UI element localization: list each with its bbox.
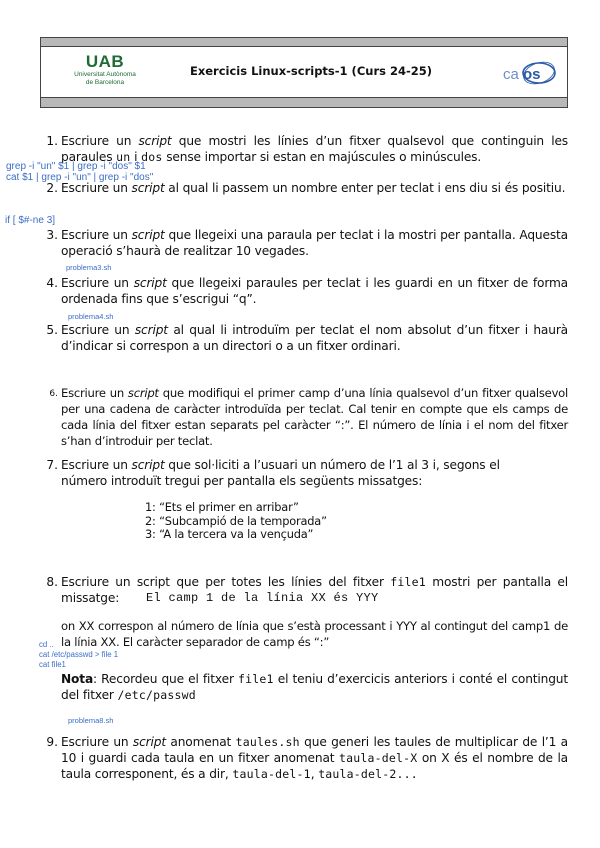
exercise-2-text: Escriure un script al qual li passem un nombre enter per teclat i ens diu si és positiu.: [61, 181, 566, 195]
uab-logo: [55, 53, 155, 87]
uab-logo-sub1: Universitat Autònoma: [74, 71, 136, 78]
exercise-3-text: Escriure un script que llegeixi una paraula per teclat i la mostri per pantalla. Aquesta operació s’haurà de realitzar 10 vegades.: [61, 228, 569, 258]
document-header: [40, 47, 568, 97]
annotation-grep-2: cat $1 | grep -i "un" | grep -i "dos": [6, 172, 154, 183]
exercise-8-explanation: on XX correspon al número de línia que s’està processant i YYY al contingut del camp1 de la línia XX. El caràcter separador de camp és “:”: [61, 619, 568, 649]
annotation-cat-passwd: cat /etc/passwd > file 1: [39, 650, 119, 659]
annotation-cd: cd ..: [39, 640, 54, 649]
item-number: 4.: [46, 276, 58, 290]
annotation-grep-1: grep -i "un" $1 | grep -i "dos" $1: [6, 161, 146, 172]
exercise-5-text: Escriure un script al qual li introduïm per teclat el nom absolut d’un fitxer i haurà d’indicar si correspon a un directori o a un fitxer ordinari.: [61, 323, 568, 353]
exercise-7-text: Escriure un script que sol·liciti a l’usuari un número de l’1 al 3 i, segons el número introduït tregui per pantalla els següents missatges:: [61, 458, 500, 488]
exercise-8-text: Escriure un script que per totes les línies del fitxer file1 mostri per pantalla el missatge:: [61, 575, 568, 605]
item-number: 9.: [46, 735, 58, 749]
item-number: 7.: [46, 458, 58, 472]
exercise-4-text: Escriure un script que llegeixi paraules per teclat i les guardi en un fitxer de forma ordenada fins que s’escrigui “q”.: [61, 276, 569, 306]
item-number: 2.: [46, 181, 58, 195]
svg-text:os: os: [523, 66, 541, 83]
annotation-cat-file1: cat file1: [39, 660, 66, 669]
item-number: 3.: [46, 228, 58, 242]
annotation-problema8: problema8.sh: [68, 716, 114, 725]
exercise-6-text: Escriure un script que modifiqui el primer camp d’una línia qualsevol d’un fitxer qualsevol per una cadena de caràcter introduïda per teclat. Cal tenir en compte que els camps de cada línia del fitxer estan separats pel caràcter “:”. El número de línia i el nom del fitxer s’han d’introduir per teclat.: [61, 386, 568, 448]
exercise-9-text: Escriure un script anomenat taules.sh que generi les taules de multiplicar de l’1 a 10 i guardi cada taula en un fitxer anomenat taula-del-X on X és el nombre de la taula corresponent, és a dir, taula-del-1, taula-del-2...: [61, 735, 568, 781]
item-number: 5.: [46, 323, 58, 337]
annotation-problema3: problema3.sh: [66, 263, 112, 272]
item-number: 8.: [46, 575, 58, 589]
header-top-band: [40, 37, 568, 47]
annotation-if: if [ $#-ne 3]: [5, 215, 56, 226]
annotation-problema4: problema4.sh: [68, 312, 114, 321]
uab-logo-name: UAB: [85, 52, 125, 71]
item-number: 6.: [49, 389, 58, 399]
header-bottom-band: [40, 97, 568, 108]
exercise-1-text: Escriure un script que mostri les línies d’un fitxer qualsevol que continguin les paraules un i dos sense importar si estan en majúscules o minúscules.: [61, 134, 568, 164]
exercise-8-message: El camp 1 de la línia XX és YYY: [146, 591, 379, 605]
caos-logo: [501, 59, 557, 87]
svg-text:ca: ca: [503, 66, 519, 83]
message-3: 3: “A la tercera va la vençuda”: [145, 527, 314, 541]
page-title: Exercicis Linux-scripts-1 (Curs 24-25): [189, 64, 432, 78]
message-2: 2: “Subcampió de la temporada”: [145, 513, 327, 528]
message-1: 1: “Ets el primer en arribar”: [145, 500, 299, 514]
item-number: 1.: [46, 134, 58, 148]
exercise-7-messages: [145, 501, 327, 542]
uab-logo-sub2: de Barcelona: [85, 79, 125, 86]
exercise-8-nota: Nota: Recordeu que el fitxer file1 el teniu d’exercicis anteriors i conté el contingut del fitxer /etc/passwd: [61, 672, 569, 702]
